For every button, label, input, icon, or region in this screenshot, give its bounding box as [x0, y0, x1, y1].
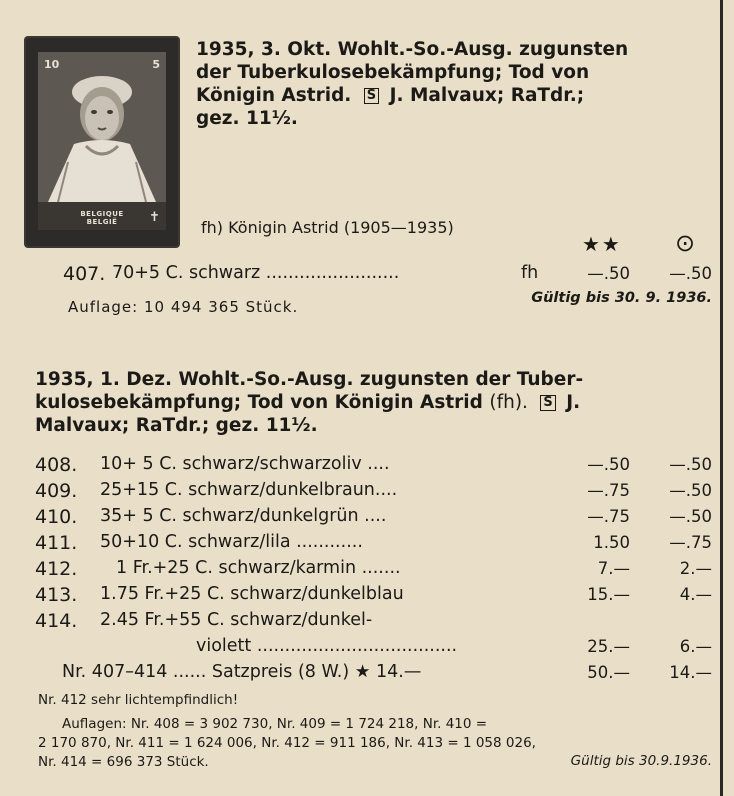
row-412-description: 1 Fr.+25 C. schwarz/karmin .......: [116, 558, 401, 578]
issue2-header-astrid: kulosebekämpfung; Tod von Königin Astrid: [35, 392, 483, 413]
row-408-number: 408.: [35, 454, 78, 476]
row-410-number: 410.: [35, 506, 78, 528]
issue1-header-line1: 1935, 3. Okt. Wohlt.-So.-Ausg. zugunsten: [196, 39, 629, 60]
stamp-portrait-area: [38, 52, 166, 230]
issue2-header-line1: 1935, 1. Dez. Wohlt.-So.-Ausg. zugunsten der Tuber-: [35, 369, 584, 390]
designer-mark-icon: S: [540, 395, 555, 411]
row-407-type: fh: [521, 263, 539, 283]
issue1-validity: Gültig bis 30. 9. 1936.: [531, 290, 712, 306]
row-410-mint-price: —.75: [587, 507, 630, 526]
row-408-used-price: —.50: [669, 455, 712, 474]
issue1-caption: fh) Königin Astrid (1905—1935): [201, 218, 454, 237]
row-414-description-cont: violett ....................................: [196, 636, 458, 656]
row-411-description: 50+10 C. schwarz/lila ............: [100, 532, 363, 552]
row-407-number: 407.: [63, 263, 106, 285]
issue1-print-run: Auflage: 10 494 365 Stück.: [68, 298, 299, 316]
stamp-image-queen-astrid: [26, 38, 178, 246]
issue2-header-fh: (fh).: [489, 392, 528, 413]
issue2-print-runs-line2: 2 170 870, Nr. 411 = 1 624 006, Nr. 412 = 911 186, Nr. 413 = 1 058 026,: [38, 735, 536, 751]
issue2-header-j: J.: [566, 392, 581, 413]
row-413-used-price: 4.—: [679, 585, 712, 604]
issue2-header-line3: Malvaux; RaTdr.; gez. 11½.: [35, 415, 318, 436]
issue2-validity: Gültig bis 30.9.1936.: [570, 753, 712, 769]
designer-mark-icon: S: [364, 88, 379, 104]
stamp-value-right: 5: [152, 58, 160, 71]
row-411-mint-price: 1.50: [593, 533, 630, 552]
issue1-header-line3: [196, 84, 584, 107]
row-413-mint-price: 15.—: [587, 585, 630, 604]
set-mint-price: 50.—: [587, 663, 630, 682]
right-border-line: [720, 0, 723, 796]
lorraine-cross-icon: ✝: [149, 210, 160, 225]
row-414-description: 2.45 Fr.+55 C. schwarz/dunkel-: [100, 610, 373, 630]
row-411-used-price: —.75: [669, 533, 712, 552]
used-column-symbol: ⊙: [675, 229, 696, 257]
row-413-description: 1.75 Fr.+25 C. schwarz/dunkelblau: [100, 584, 404, 604]
row-413-number: 413.: [35, 584, 78, 606]
row-409-mint-price: —.75: [587, 481, 630, 500]
row-414-mint-price: 25.—: [587, 637, 630, 656]
stamp-value-left: 10: [44, 58, 60, 71]
issue1-header-line2: der Tuberkulosebekämpfung; Tod von: [196, 62, 590, 83]
set-price-label: Nr. 407–414 ...... Satzpreis (8 W.) ★ 14.—: [62, 662, 422, 682]
row-407-description: 70+5 C. schwarz ........................: [112, 263, 400, 283]
row-409-number: 409.: [35, 480, 78, 502]
row-411-number: 411.: [35, 532, 78, 554]
issue2-note: Nr. 412 sehr lichtempfindlich!: [38, 692, 239, 708]
row-409-used-price: —.50: [669, 481, 712, 500]
stamp-country: [38, 210, 166, 226]
row-410-description: 35+ 5 C. schwarz/dunkelgrün ....: [100, 506, 387, 526]
issue2-print-runs-line3: Nr. 414 = 696 373 Stück.: [38, 754, 209, 770]
row-412-mint-price: 7.—: [597, 559, 630, 578]
row-408-description: 10+ 5 C. schwarz/schwarzoliv ....: [100, 454, 390, 474]
row-407-used-price: —.50: [669, 264, 712, 283]
issue2-header-line2: [35, 391, 580, 414]
mint-column-symbol: ★★: [582, 232, 622, 256]
stamp-country-fr: BELGIQUE: [80, 210, 124, 218]
row-412-used-price: 2.—: [679, 559, 712, 578]
row-414-number: 414.: [35, 610, 78, 632]
stamp-country-nl: BELGIË: [86, 218, 118, 226]
row-414-used-price: 6.—: [679, 637, 712, 656]
row-409-description: 25+15 C. schwarz/dunkelbraun....: [100, 480, 398, 500]
row-407-mint-price: —.50: [587, 264, 630, 283]
row-412-number: 412.: [35, 558, 78, 580]
row-408-mint-price: —.50: [587, 455, 630, 474]
issue1-header-line4: gez. 11½.: [196, 108, 298, 129]
set-used-price: 14.—: [669, 663, 712, 682]
issue1-header-malvaux: J. Malvaux; RaTdr.;: [389, 85, 585, 106]
issue2-print-runs-line1: Auflagen: Nr. 408 = 3 902 730, Nr. 409 = 1 724 218, Nr. 410 =: [62, 716, 488, 732]
row-410-used-price: —.50: [669, 507, 712, 526]
issue1-header-astrid: Königin Astrid.: [196, 85, 352, 106]
portrait-illustration: [38, 52, 166, 230]
